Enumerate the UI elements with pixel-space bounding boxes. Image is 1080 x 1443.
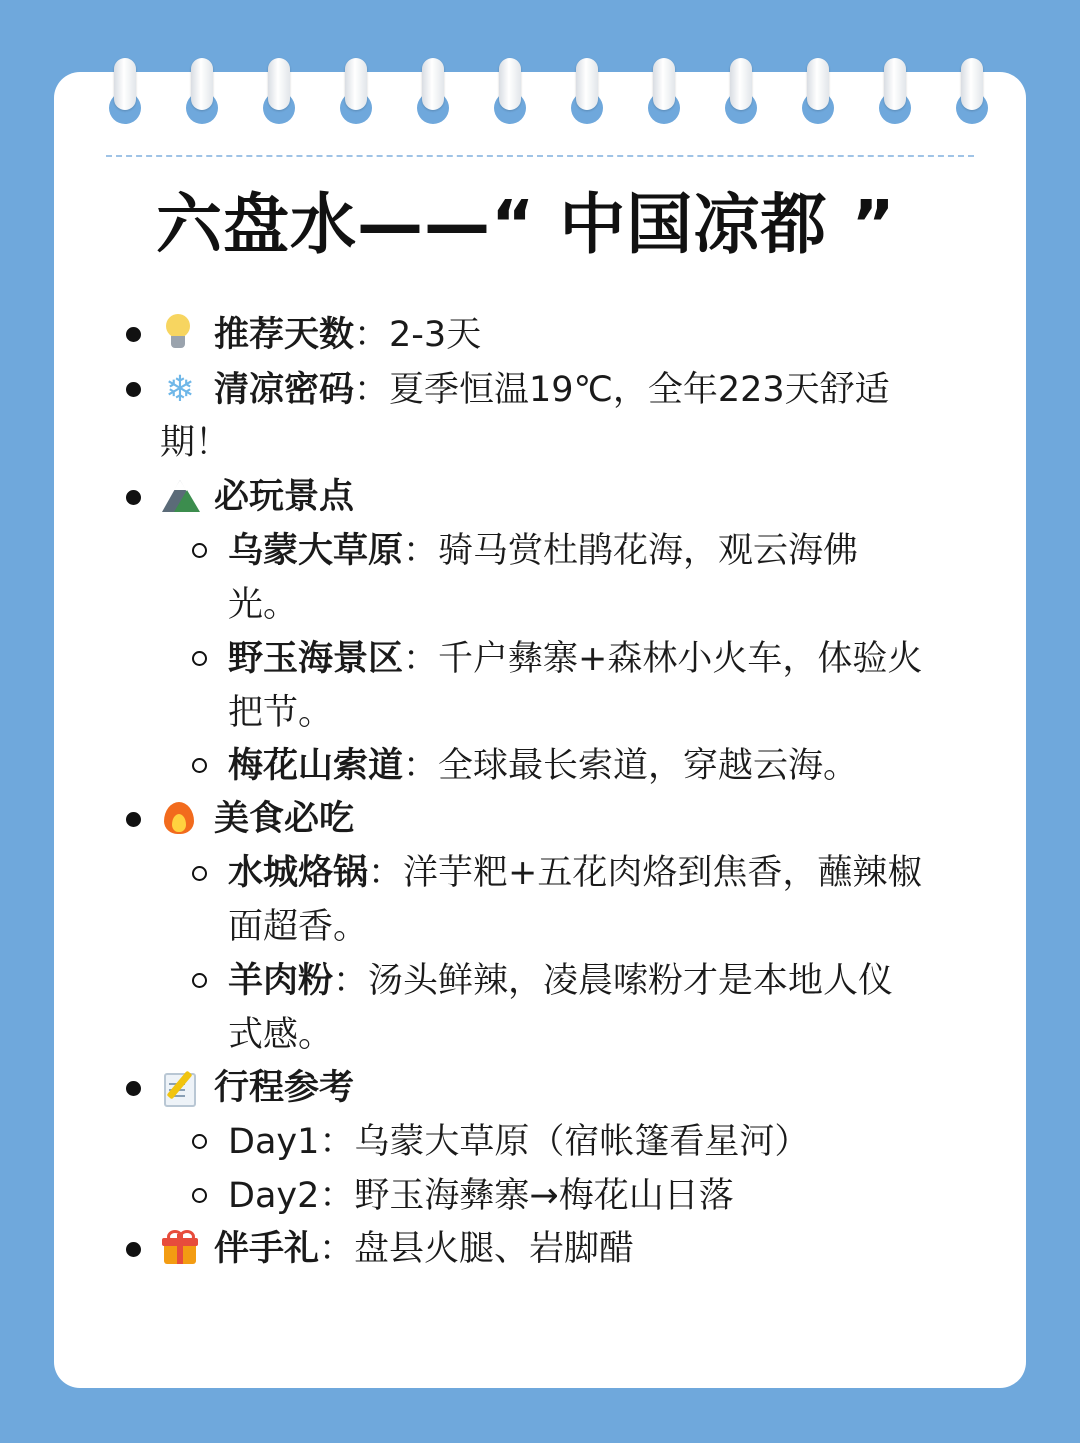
binding-ring [571, 58, 603, 124]
binding-ring [340, 58, 372, 124]
mountain-icon [160, 478, 200, 512]
sub-bullet [192, 758, 207, 773]
light-bulb-icon [160, 314, 196, 352]
memo-icon [162, 1069, 198, 1105]
sub-bullet [192, 866, 207, 881]
binding-ring [879, 58, 911, 124]
sight-item-cont: 把节。 [228, 693, 334, 733]
list-item-food [160, 792, 354, 846]
sub-bullet [192, 1188, 207, 1203]
list-item-cool: ❄ 清凉密码：夏季恒温19℃，全年223天舒适 [160, 363, 890, 417]
sight-item: 乌蒙大草原：骑马赏杜鹃花海，观云海佛 [228, 531, 859, 571]
bullet-dot [126, 1242, 141, 1257]
bullet-dot [126, 490, 141, 505]
days-label: 推荐天数 [214, 315, 355, 355]
food-item: 水城烙锅：洋芋粑+五花肉烙到焦香，蘸辣椒 [228, 853, 923, 893]
food-label: 美食必吃 [214, 799, 355, 839]
sub-bullet [192, 651, 207, 666]
dashed-divider [106, 155, 974, 157]
snowflake-icon: ❄ [164, 369, 196, 410]
binding-ring [956, 58, 988, 124]
fire-icon [160, 798, 200, 836]
bullet-dot [126, 382, 141, 397]
sight-item-cont: 光。 [228, 585, 299, 625]
bullet-dot [126, 327, 141, 342]
itinerary-item: Day1：乌蒙大草原（宿帐篷看星河） [228, 1122, 810, 1162]
binding-ring [802, 58, 834, 124]
page-title: 六盘水——“ 中国凉都 ” [156, 186, 896, 263]
spiral-binding [0, 0, 1080, 130]
bullet-dot [126, 812, 141, 827]
sights-label: 必玩景点 [214, 477, 355, 517]
bullet-dot [126, 1081, 141, 1096]
binding-ring [725, 58, 757, 124]
sub-bullet [192, 1134, 207, 1149]
binding-ring [109, 58, 141, 124]
sub-bullet [192, 973, 207, 988]
food-item: 羊肉粉：汤头鲜辣，凌晨嗦粉才是本地人仪 [228, 961, 894, 1001]
itinerary-label: 行程参考 [214, 1068, 355, 1108]
gift-label: 伴手礼 [214, 1229, 320, 1269]
cool-value-line2: 期！ [160, 423, 231, 463]
cool-label: 清凉密码 [214, 370, 355, 410]
binding-ring [494, 58, 526, 124]
binding-ring [263, 58, 295, 124]
sight-item: 野玉海景区：千户彝寨+森林小火车，体验火 [228, 639, 923, 679]
gift-value: 盘县火腿、岩脚醋 [354, 1229, 635, 1269]
gift-icon [162, 1230, 198, 1264]
food-item-cont: 式感。 [228, 1015, 334, 1055]
binding-ring [648, 58, 680, 124]
sight-item: 梅花山索道：全球最长索道，穿越云海。 [228, 746, 859, 786]
itinerary-item: Day2：野玉海彝寨→梅花山日落 [228, 1176, 734, 1216]
sub-bullet [192, 543, 207, 558]
binding-ring [186, 58, 218, 124]
food-item-cont: 面超香。 [228, 907, 369, 947]
list-item-sights [160, 470, 354, 524]
list-item-itinerary [160, 1061, 354, 1115]
binding-ring [417, 58, 449, 124]
list-item-gift: 伴手礼：盘县火腿、岩脚醋 [160, 1222, 634, 1276]
cool-value-line1: 夏季恒温19℃，全年223天舒适 [389, 370, 890, 410]
list-item-days: 推荐天数：2-3天 [160, 308, 481, 362]
days-value: 2-3天 [389, 315, 482, 355]
